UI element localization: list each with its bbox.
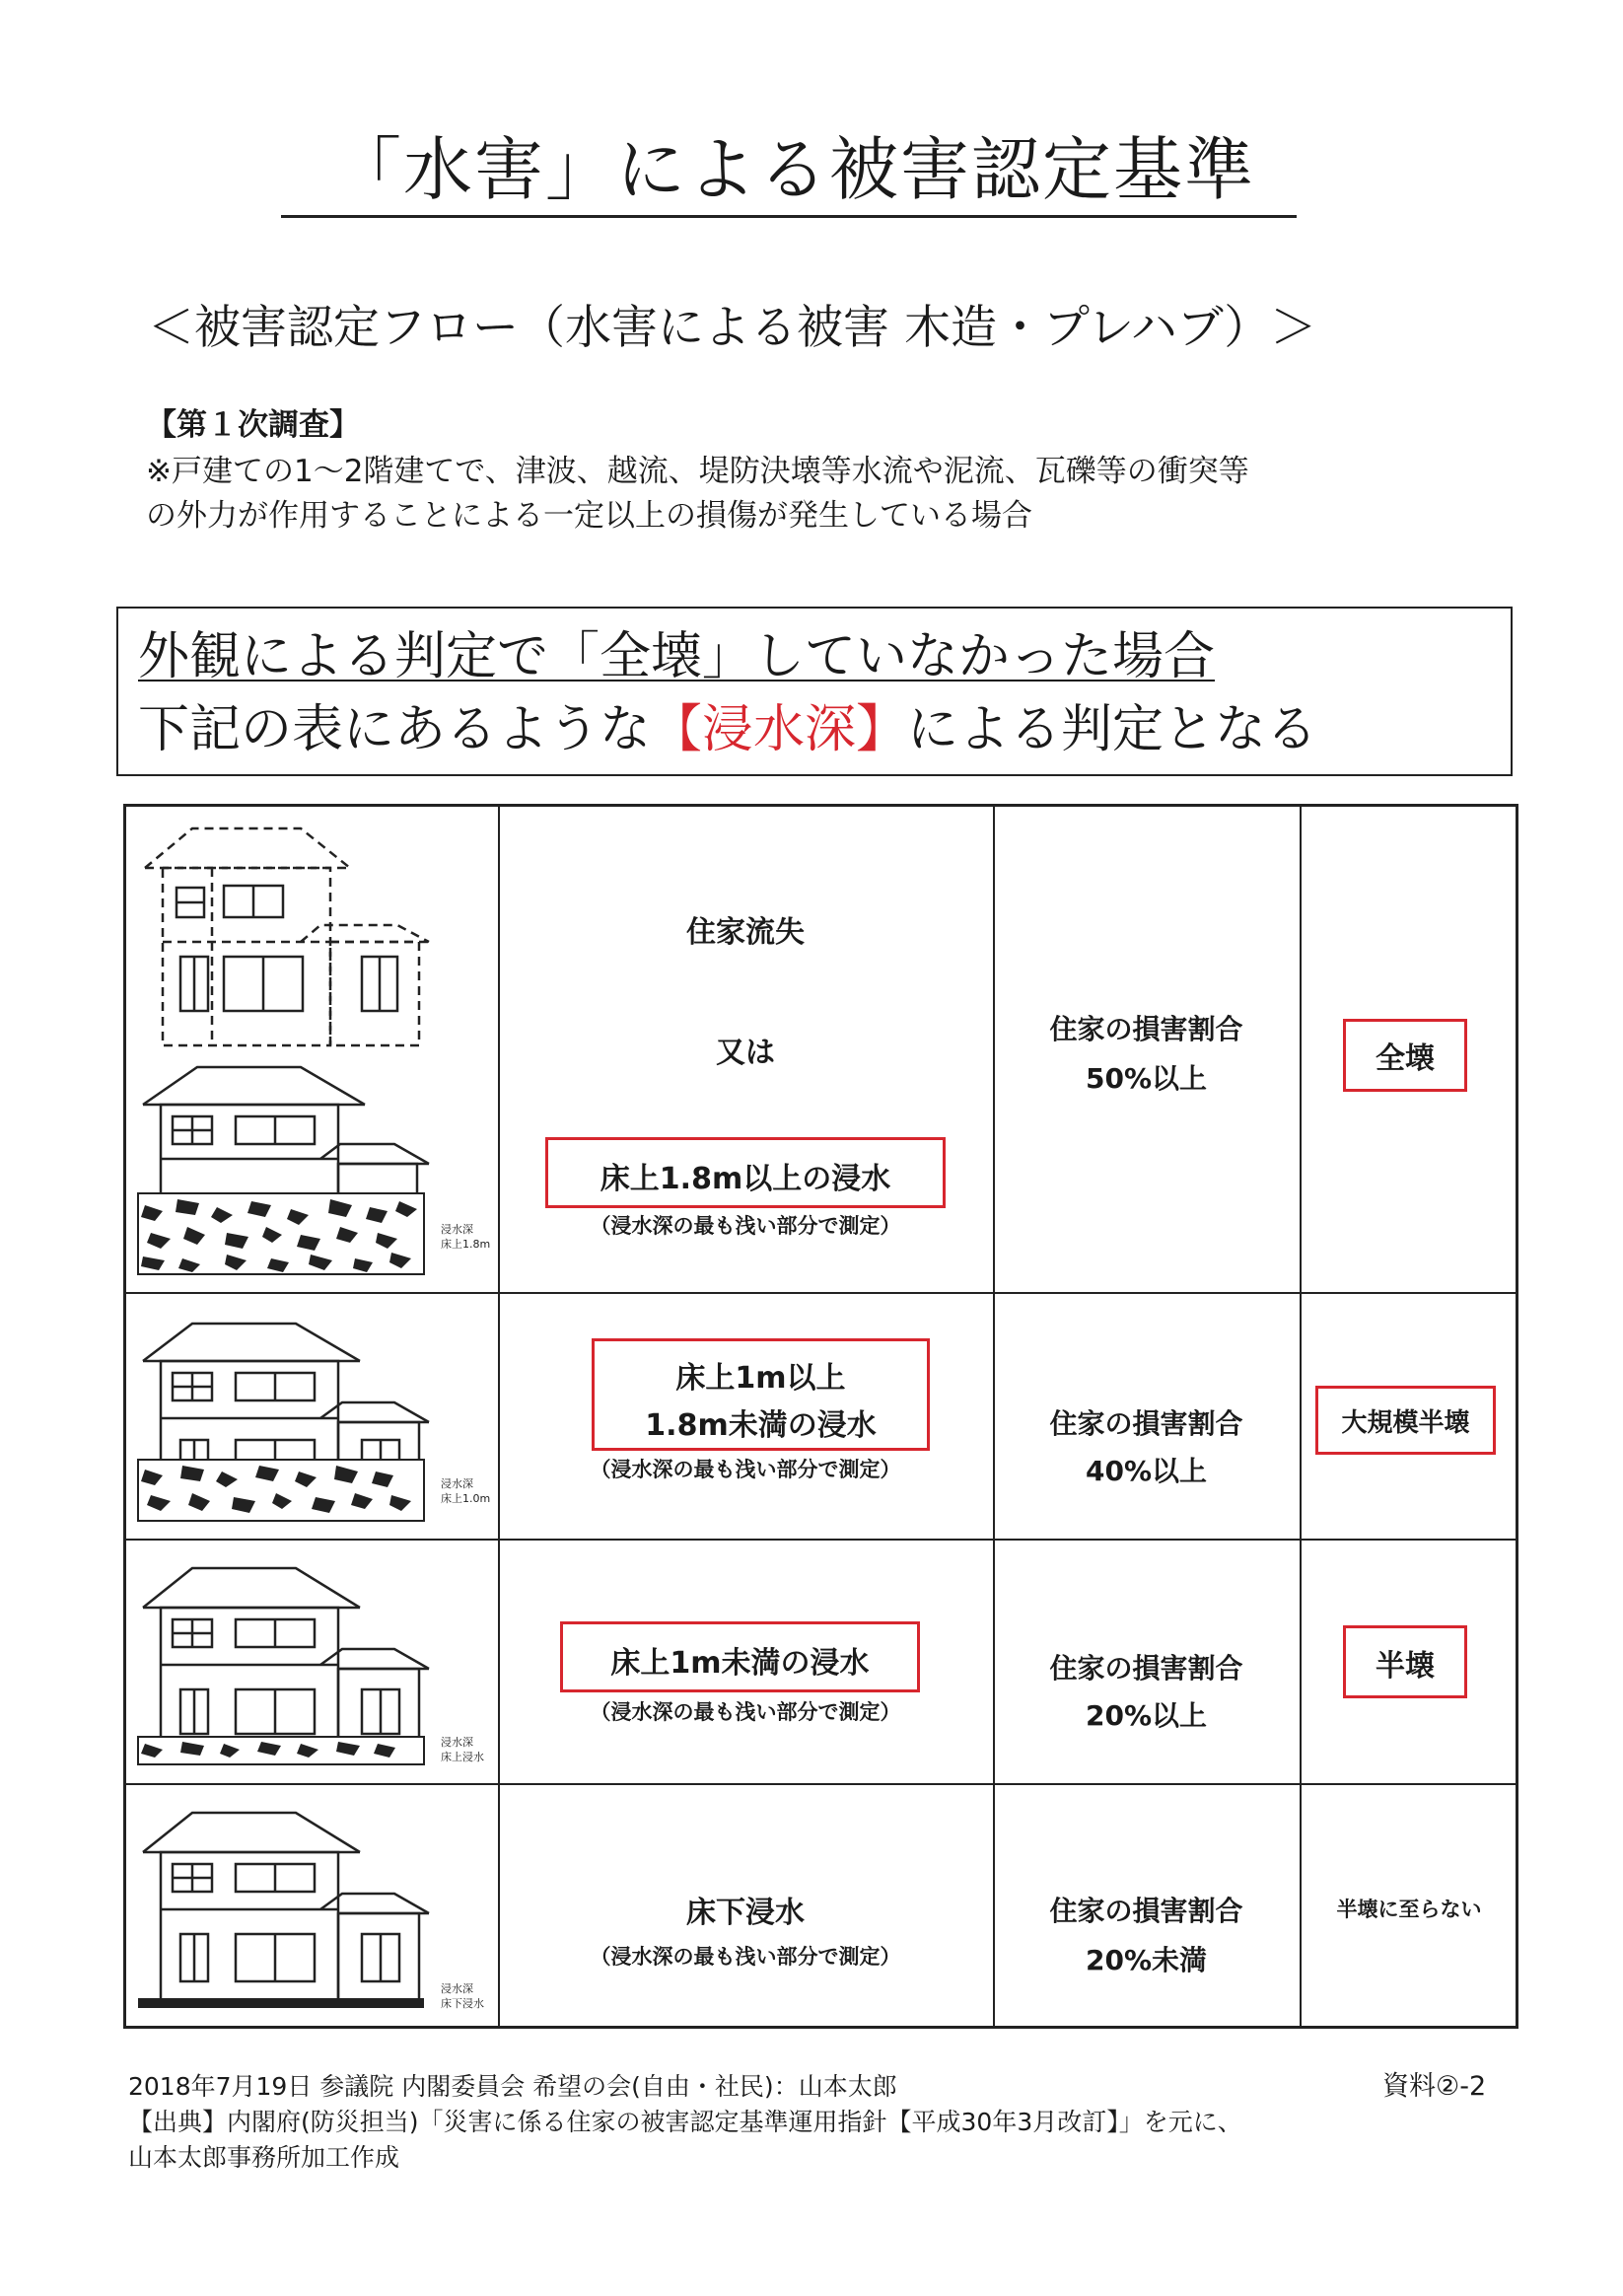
- table-col-divider: [498, 804, 500, 2029]
- measure-note: （浸水深の最も浅い部分で測定）: [590, 1214, 901, 1238]
- table-row-divider: [123, 1539, 1518, 1541]
- table-row-divider: [123, 1292, 1518, 1294]
- judgment-half-collapse: 半壊: [1376, 1649, 1435, 1684]
- condition-text: 床上1.8m以上の浸水: [600, 1162, 891, 1196]
- callout-line-1: 外観による判定で「全壊」していなかった場合: [138, 627, 1216, 686]
- condition-text: 床上1m以上: [675, 1361, 846, 1396]
- house-illustration-1m: [133, 1312, 490, 1529]
- table-col-divider: [1300, 804, 1302, 2029]
- measure-note: （浸水深の最も浅い部分で測定）: [590, 1700, 901, 1724]
- damage-ratio-value: 50%以上: [1085, 1062, 1208, 1095]
- condition-text: 床上1m未満の浸水: [610, 1646, 870, 1681]
- condition-text: 1.8m未満の浸水: [645, 1408, 877, 1443]
- damage-ratio-label: 住家の損害割合: [1049, 1407, 1243, 1440]
- measure-note: （浸水深の最も浅い部分で測定）: [590, 1458, 901, 1481]
- survey-heading: 【第１次調査】: [146, 407, 360, 443]
- footer-reference: 資料②-2: [1382, 2071, 1487, 2102]
- footer-author: 山本太郎事務所加工作成: [128, 2143, 400, 2172]
- judgment-large-scale-half: 大規模半壊: [1341, 1408, 1470, 1438]
- callout-highlight: 【浸水深】: [651, 700, 908, 759]
- damage-ratio-value: 20%以上: [1085, 1699, 1208, 1732]
- water-level-label: 浸水深: [441, 1223, 473, 1236]
- water-level-label: 床下浸水: [441, 1997, 484, 2010]
- water-level-label: 床上浸水: [441, 1751, 484, 1763]
- callout-line-2: [138, 694, 1317, 765]
- callout-text: 下記の表にあるような: [138, 700, 652, 759]
- condition-or: 又は: [716, 1036, 775, 1070]
- footer-date-line: 2018年7月19日 参議院 内閣委員会 希望の会(自由・社民)：山本太郎: [128, 2072, 897, 2101]
- house-illustration-under-1m: [133, 1556, 490, 1773]
- measure-note: （浸水深の最も浅い部分で測定）: [590, 1945, 901, 1969]
- damage-ratio-label: 住家の損害割合: [1049, 1652, 1243, 1685]
- survey-note-line: ※戸建ての1～2階建てで、津波、越流、堤防決壊等水流や泥流、瓦礫等の衝突等: [146, 454, 1249, 489]
- survey-note: [146, 450, 1487, 538]
- water-level-label: 床上1.0m: [441, 1492, 490, 1505]
- callout-text: による判定となる: [907, 700, 1318, 759]
- footer-source: 【出典】内閣府(防災担当)「災害に係る住家の被害認定基準運用指針【平成30年3月改訂】」を元に、: [128, 2108, 1242, 2136]
- damage-ratio-label: 住家の損害割合: [1049, 1895, 1243, 1927]
- page-subtitle: ＜被害認定フロー（水害による被害 木造・プレハブ）＞: [148, 301, 1317, 355]
- table-row-divider: [123, 1783, 1518, 1785]
- judgment-total-collapse: 全壊: [1376, 1041, 1435, 1076]
- house-illustration-below-floor: [133, 1801, 490, 2020]
- water-level-label: 浸水深: [441, 1982, 473, 1995]
- page-title: 「水害」による被害認定基準: [332, 129, 1255, 210]
- title-underline: [281, 215, 1297, 218]
- damage-ratio-value: 20%未満: [1085, 1944, 1208, 1976]
- condition-washed-away: 住家流失: [686, 915, 805, 950]
- water-level-label: 浸水深: [441, 1477, 473, 1490]
- house-illustration-washed-away: [133, 819, 490, 1282]
- judgment-not-half: 半壊に至らない: [1336, 1898, 1482, 1921]
- damage-ratio-value: 40%以上: [1085, 1455, 1208, 1487]
- condition-below-floor: 床下浸水: [686, 1896, 805, 1930]
- water-level-label: 浸水深: [441, 1736, 473, 1749]
- water-level-label: 床上1.8m: [441, 1238, 490, 1251]
- damage-ratio-label: 住家の損害割合: [1049, 1013, 1243, 1045]
- survey-note-line: の外力が作用することによる一定以上の損傷が発生している場合: [146, 498, 1032, 534]
